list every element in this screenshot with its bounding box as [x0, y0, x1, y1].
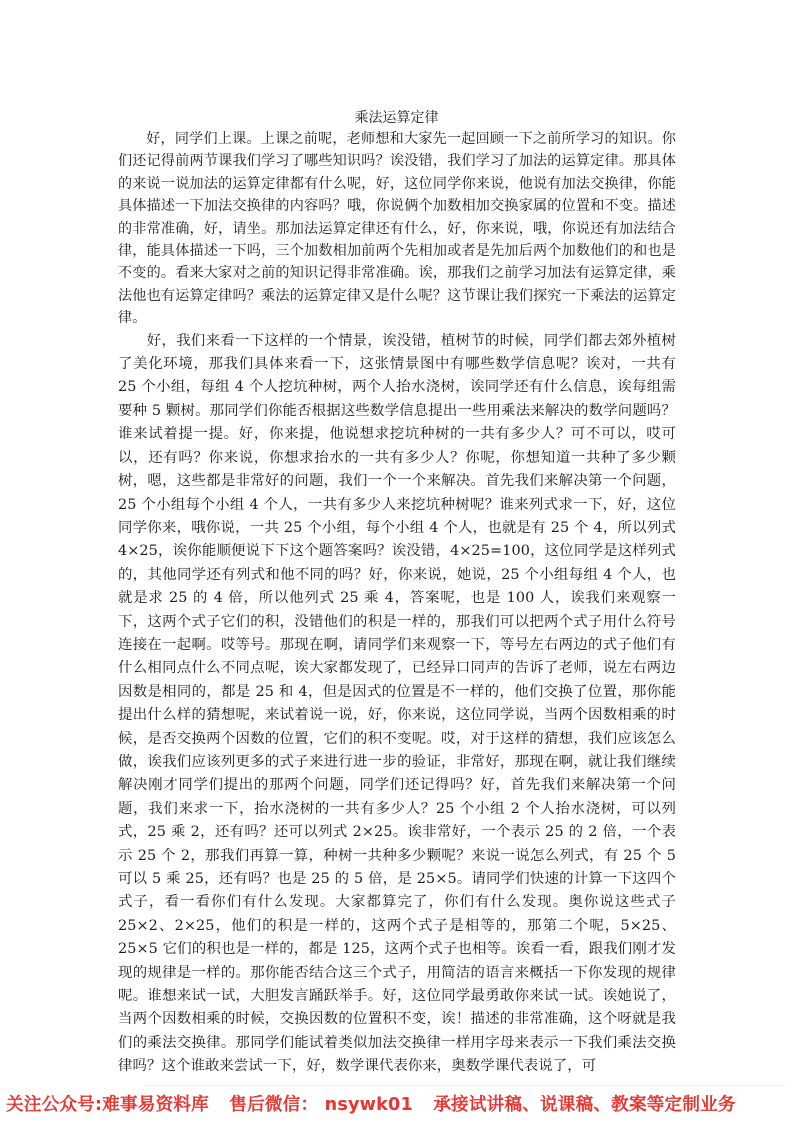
- footer-wechat-label: 售后微信： nsywk01: [229, 1095, 413, 1115]
- document-body: [118, 128, 676, 1079]
- paragraph-intro: 好，同学们上课。上课之前呢，老师想和大家先一起回顾一下之前所学习的知识。你们还记得前两节课我们学习了哪些知识吗？诶没错，我们学习了加法的运算定律。那具体的来说一说加法的运算定律都有什么呢，好，这位同学你来说，他说有加法交换律，你能具体描述一下加法交换律的内容吗？哦，你说俩个加数相加交换家属的位置和不变。描述的非常准确，好，请坐。那加法运算定律还有什么，好，你来说，哦，你说还有加法结合律，能具体描述一下吗，三个加数相加前两个先相加或者是先加后两个加数他们的和也是不变的。看来大家对之前的知识记得非常准确。诶，那我们之前学习加法有运算定律，乘法他也有运算定律吗？乘法的运算定律又是什么呢？这节课让我们探究一下乘法的运算定律。: [118, 131, 676, 327]
- footer-banner: [6, 1092, 793, 1118]
- footer-account-label: 关注公众号:难事易资料库: [6, 1095, 209, 1115]
- footer-service-label: 承接试讲稿、说课稿、教案等定制业务: [433, 1095, 736, 1115]
- document-title: 乘法运算定律: [354, 110, 439, 126]
- paragraph-main: 好，我们来看一下这样的一个情景，诶没错，植树节的时候，同学们都去郊外植树了美化环境，那我们具体来看一下，这张情景图中有哪些数学信息呢？诶对，一共有 25 个小组，每组 4 个人挖坑种树，两个人抬水浇树，诶同学还有什么信息，诶每组需要种 5 颗树。那同学们你能否根据这些数学信息提出一些用乘法来解决的数学问题吗？谁来试着提一提。好，你来提，他说想求挖坑种树的一共有多少人？可不可以，哎可以，还有吗？你来说，你想求抬水的一共有多少人？你呢，你想知道一共种了多少颗树，嗯，这些都是非常好的问题，我们一个一个来解决。首先我们来解决第一个问题，25 个小组每个小组 4 个人，一共有多少人来挖坑种树呢？谁来列式求一下，好，这位同学你来，哦你说，一共 25 个小组，每个小组 4 个人，也就是有 25 个 4，所以列式 4×25，诶你能顺便说下下这个题答案吗？诶没错，4×25=100，这位同学是这样列式的，其他同学还有列式和他不同的吗？好，你来说，她说，25 个小组每组 4 个人，也就是求 25 的 4 倍，所以他列式 25 乘 4，答案呢，也是 100 人，诶我们来观察一下，这两个式子它们的积，没错他们的积是一样的，那我们可以把两个式子用什么符号连接在一起啊。哎等号。那现在啊，请同学们来观察一下，等号左右两边的式子他们有什么相同点什么不同点呢，诶大家都发现了，已经异口同声的告诉了老师，说左右两边因数是相同的，都是 25 和 4，但是因式的位置是不一样的，他们交换了位置，那你能提出什么样的猜想呢，来试着说一说，好，你来说，这位同学说，当两个因数相乘的时候，是否交换两个因数的位置，它们的积不变呢。哎，对于这样的猜想，我们应该怎么做，诶我们应该列更多的式子来进行进一步的验证，非常好，那现在啊，就让我们继续解决刚才同学们提出的那两个问题，同学们还记得吗？好，首先我们来解决第一个问题，我们来求一下，抬水浇树的一共有多少人？25 个小组 2 个人抬水浇树，可以列式，25 乘 2，还有吗？还可以列式 2×25。诶非常好，一个表示 25 的 2 倍，一个表示 25 个 2，那我们再算一算，种树一共种多少颗呢？来说一说怎么列式，有 25 个 5 可以 5 乘 25，还有吗？也是 25 的 5 倍，是 25×5。请同学们快速的计算一下这四个式子，看一看你们有什么发现。大家都算完了，你们有什么发现。奥你说这些式子 25×2、2×25，他们的积是一样的，这两个式子是相等的，那第二个呢，5×25、25×5 它们的积也是一样的，都是 125，这两个式子也相等。诶看一看，跟我们刚才发现的规律是一样的。那你能否结合这三个式子，用简洁的语言来概括一下你发现的规律呢。谁想来试一试，大胆发言踊跃举手。好，这位同学最勇敢你来试一试。诶她说了，当两个因数相乘的时候，交换因数的位置积不变，诶！描述的非常准确，这个呀就是我们的乘法交换律。那同学们能试着类似加法交换律一样用字母来表示一下我们乘法交换律吗？这个谁敢来尝试一下，好，数学课代表你来，奥数学课代表说了，可: [118, 332, 676, 1075]
- footer-divider: [145, 1085, 785, 1086]
